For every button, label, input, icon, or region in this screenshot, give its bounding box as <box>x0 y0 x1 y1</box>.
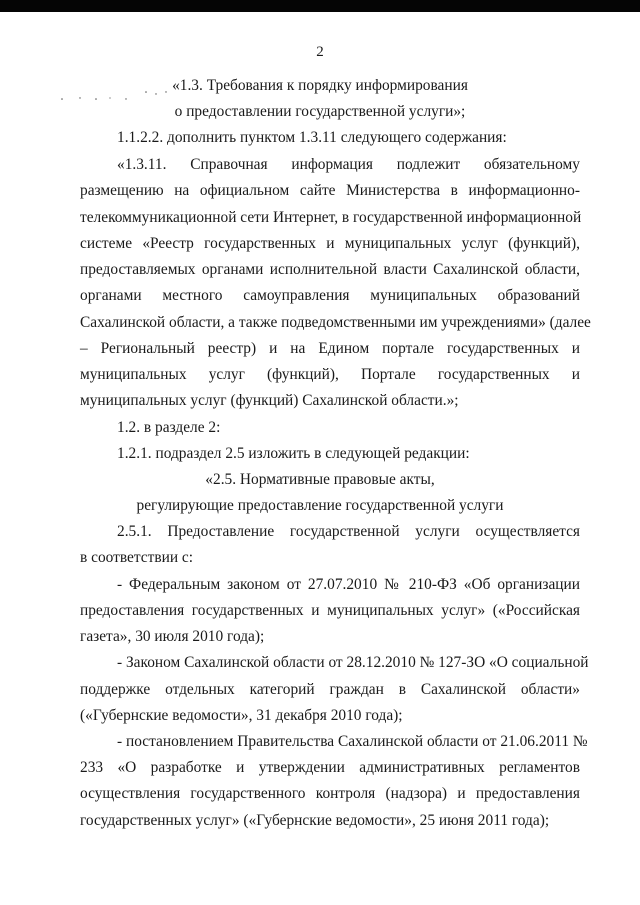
paragraph-line: предоставляемых органами исполнительной власти Сахалинской области, <box>80 261 580 278</box>
paragraph-line: 1.2. в разделе 2: <box>117 419 221 436</box>
list-item-line: - постановлением Правительства Сахалинской области от 21.06.2011 № <box>117 733 588 750</box>
list-item-line: осуществления государственного контроля (надзора) и предоставления <box>80 785 580 802</box>
subsection-title-line-2: о предоставлении государственной услуги»; <box>174 103 466 120</box>
list-item-line: предоставления государственных и муниципальных услуг» («Российская <box>80 602 580 619</box>
list-item-line: поддержке отдельных категорий граждан в Сахалинской области» <box>80 681 580 698</box>
paragraph-line: 1.2.1. подраздел 2.5 изложить в следующей редакции: <box>117 445 470 462</box>
page-number: 2 <box>316 44 324 60</box>
subsection-title-line-1: «2.5. Нормативные правовые акты, <box>205 471 435 488</box>
paragraph-line: размещению на официальном сайте Министерства в информационно- <box>80 182 580 199</box>
paragraph-line: телекоммуникационной сети Интернет, в государственной информационной <box>80 209 582 226</box>
paragraph-line: в соответствии с: <box>80 549 194 566</box>
paragraph-line: органами местного самоуправления муниципальных образований <box>80 287 580 304</box>
paragraph-line: муниципальных услуг (функций), Портале государственных и <box>80 366 580 383</box>
paragraph-line: 2.5.1. Предоставление государственной услуги осуществляется <box>117 523 580 540</box>
subsection-title-line-2: регулирующие предоставление государственной услуги <box>136 497 504 514</box>
list-item-line: государственных услуг» («Губернские ведомости», 25 июня 2011 года); <box>80 812 550 829</box>
list-item-line: газета», 30 июля 2010 года); <box>80 628 265 645</box>
paragraph-line: – Региональный реестр) и на Едином портале государственных и <box>80 340 580 357</box>
subsection-title-line-1: «1.3. Требования к порядку информирования <box>172 77 468 94</box>
list-item-line: 233 «О разработке и утверждении административных регламентов <box>80 759 580 776</box>
paragraph-line: 1.1.2.2. дополнить пунктом 1.3.11 следующего содержания: <box>117 129 507 146</box>
paragraph-line: Сахалинской области, а также подведомственными им учреждениями» (далее <box>80 314 591 331</box>
paragraph-line: «1.3.11. Справочная информация подлежит обязательному <box>117 156 580 173</box>
list-item-line: - Федеральным законом от 27.07.2010 № 210-ФЗ «Об организации <box>117 576 580 593</box>
list-item-line: - Законом Сахалинской области от 28.12.2010 № 127-ЗО «О социальной <box>117 654 589 671</box>
list-item-line: («Губернские ведомости», 31 декабря 2010 года); <box>80 707 403 724</box>
paragraph-line: системе «Реестр государственных и муниципальных услуг (функций), <box>80 235 580 252</box>
paragraph-line: муниципальных услуг (функций) Сахалинской области.»; <box>80 392 459 409</box>
